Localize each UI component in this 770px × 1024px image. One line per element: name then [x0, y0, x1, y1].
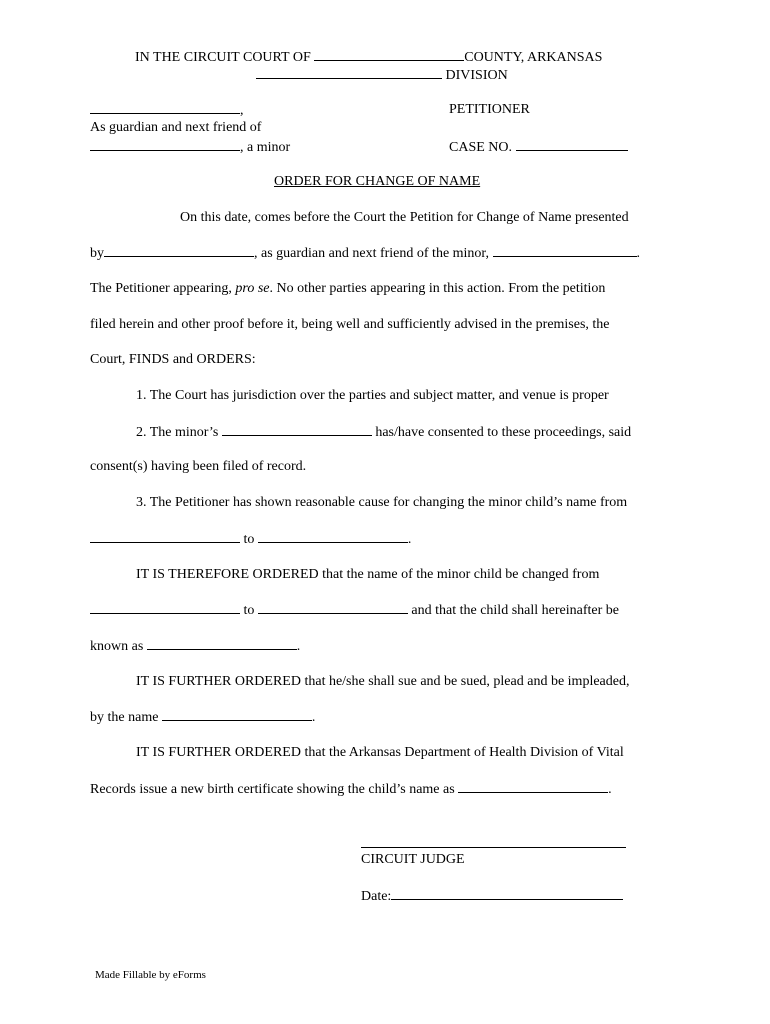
- petitioner-name-line: ,: [90, 101, 244, 119]
- presenter-name-field[interactable]: [104, 244, 254, 257]
- petitioner-name-field[interactable]: [90, 101, 240, 114]
- document-title: ORDER FOR CHANGE OF NAME: [274, 174, 481, 189]
- finds-text: Court, FINDS and ORDERS:: [90, 352, 256, 367]
- petitioner-label: PETITIONER: [449, 102, 530, 117]
- old-name-field[interactable]: [90, 530, 240, 543]
- filed-text: filed herein and other proof before it, being well and sufficiently advised in the premises, the: [90, 317, 610, 332]
- name-change-line-1: to .: [90, 530, 411, 548]
- footer-note: Made Fillable by eForms: [95, 969, 206, 981]
- date-line: Date:: [361, 887, 623, 905]
- name-change-line-2: to and that the child shall hereinafter be: [90, 601, 619, 619]
- new-name-field[interactable]: [258, 530, 408, 543]
- item-2: 2. The minor’s has/have consented to these proceedings, said: [136, 425, 632, 440]
- division-line: DIVISION: [256, 66, 508, 84]
- sue-name-field[interactable]: [162, 708, 312, 721]
- case-no-line: CASE NO.: [449, 138, 628, 156]
- by-line: by , as guardian and next friend of the minor, .: [90, 246, 641, 261]
- date-field[interactable]: [391, 887, 623, 900]
- further-ordered-2: IT IS FURTHER ORDERED that the Arkansas Department of Health Division of Vital: [136, 745, 624, 760]
- by-the-name-line: by the name .: [90, 710, 316, 725]
- minor-name-line: , a minor: [90, 138, 290, 156]
- records-line: Records issue a new birth certificate showing the child’s name as .: [90, 782, 612, 797]
- birth-certificate-name-field[interactable]: [458, 780, 608, 793]
- judge-signature-line[interactable]: [361, 847, 626, 848]
- known-as-field[interactable]: [147, 637, 297, 650]
- old-name-field-2[interactable]: [90, 601, 240, 614]
- minor-name-field[interactable]: [90, 138, 240, 151]
- item-1: 1. The Court has jurisdiction over the parties and subject matter, and venue is proper: [136, 388, 609, 403]
- case-no-field[interactable]: [516, 138, 628, 151]
- intro-text: On this date, comes before the Court the Petition for Change of Name presented: [180, 210, 629, 225]
- court-line: IN THE CIRCUIT COURT OF COUNTY, ARKANSAS: [135, 50, 603, 65]
- item-3: 3. The Petitioner has shown reasonable cause for changing the minor child’s name from: [136, 495, 628, 510]
- division-field[interactable]: [256, 66, 442, 79]
- ordered-text: IT IS THEREFORE ORDERED that the name of the minor child be changed from: [136, 567, 600, 582]
- county-field[interactable]: [314, 48, 464, 61]
- known-as-line: known as .: [90, 639, 301, 654]
- circuit-judge-label: CIRCUIT JUDGE: [361, 852, 465, 867]
- guardian-label: As guardian and next friend of: [90, 120, 262, 135]
- appearing-text: The Petitioner appearing, pro se. No other parties appearing in this action. From the petition: [90, 281, 606, 296]
- new-name-field-2[interactable]: [258, 601, 408, 614]
- minor-name-field-2[interactable]: [493, 244, 637, 257]
- consenting-parties-field[interactable]: [222, 423, 372, 436]
- item-2-continued: consent(s) having been filed of record.: [90, 459, 307, 474]
- further-ordered-1: IT IS FURTHER ORDERED that he/she shall sue and be sued, plead and be impleaded,: [136, 674, 630, 689]
